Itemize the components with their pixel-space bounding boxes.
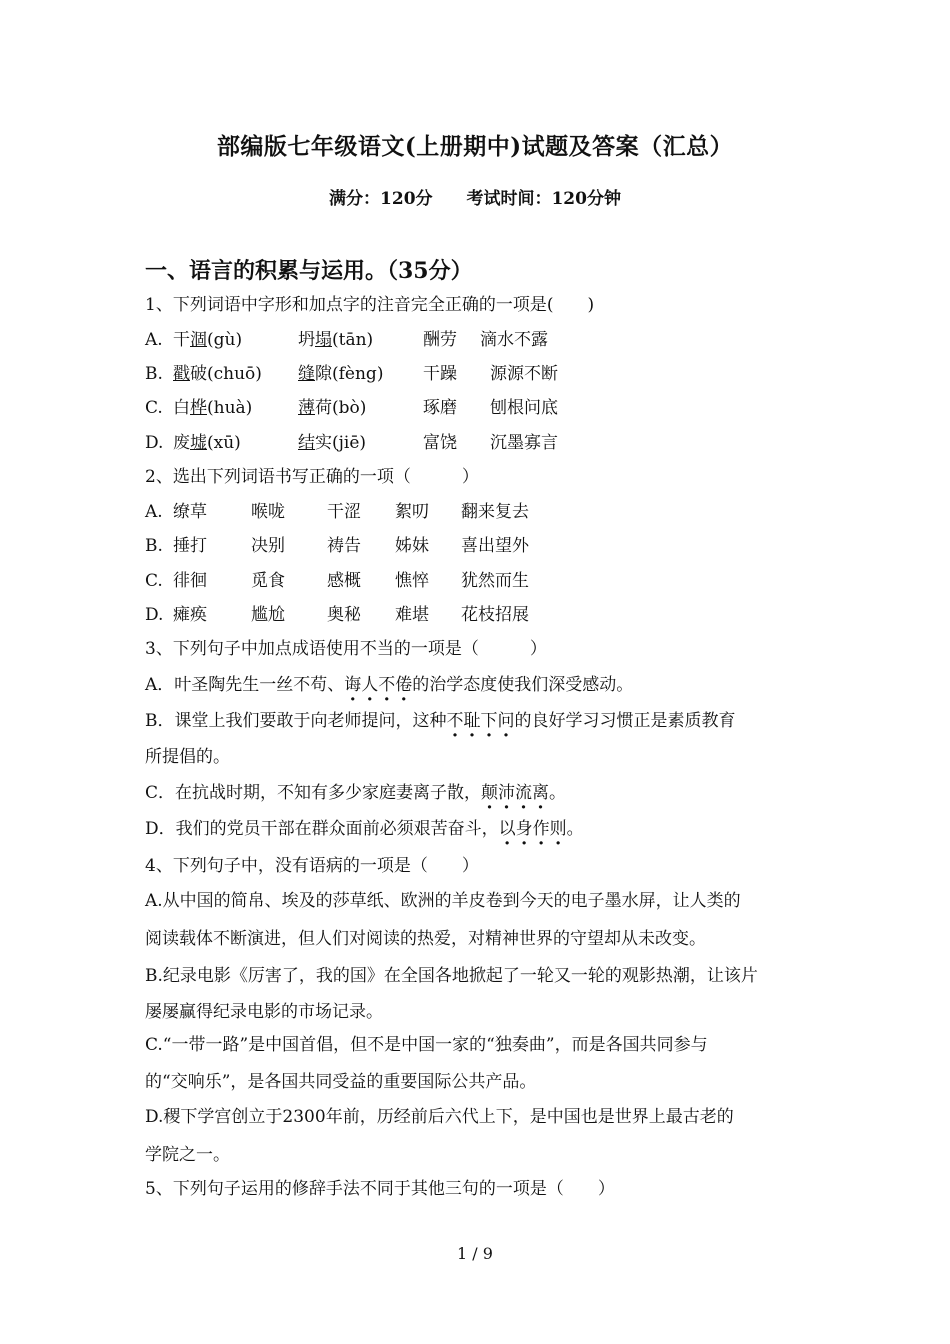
question-1-option-b bbox=[145, 362, 558, 386]
word: 徘徊 bbox=[173, 571, 207, 591]
text: 。 bbox=[549, 783, 567, 803]
pinyin: 隙(fèng) bbox=[315, 364, 384, 384]
question-1-stem: 1、下列词语中字形和加点字的注音完全正确的一项是( ) bbox=[145, 295, 595, 315]
section-heading: 一、语言的积累与运用。（35分） bbox=[145, 258, 473, 284]
dotted-idiom bbox=[447, 711, 515, 731]
question-5-stem: 5、下列句子运用的修辞手法不同于其他三句的一项是（ ） bbox=[145, 1179, 615, 1199]
text: 。 bbox=[566, 819, 584, 839]
underlined-char: 缝 bbox=[298, 364, 315, 384]
word: 琢磨 bbox=[423, 398, 457, 418]
dotted-char: 颠 bbox=[481, 783, 499, 803]
word: 祷告 bbox=[327, 536, 361, 556]
question-4-option-a-cont: 阅读载体不断演进，但人们对阅读的热爱，对精神世界的守望却从未改变。 bbox=[145, 929, 706, 949]
word: 白 bbox=[173, 398, 190, 418]
question-4-option-c-cont: 的“交响乐”，是各国共同受益的重要国际公共产品。 bbox=[145, 1072, 537, 1092]
underlined-char: 桦 bbox=[190, 398, 207, 418]
dotted-char: 以 bbox=[498, 819, 516, 839]
underlined-char: 涸 bbox=[190, 330, 207, 350]
question-2-option-d bbox=[145, 603, 529, 627]
word: 干躁 bbox=[423, 364, 457, 384]
word: 干 bbox=[173, 330, 190, 350]
dotted-idiom bbox=[499, 819, 567, 839]
option-label: D. bbox=[145, 433, 164, 453]
question-4-option-b-cont: 屡屡赢得纪录电影的市场记录。 bbox=[145, 1002, 383, 1022]
word: 酬劳 bbox=[423, 330, 457, 350]
text: 的良好学习习惯正是素质教育 bbox=[514, 711, 736, 731]
word: 喉咙 bbox=[251, 502, 285, 522]
dotted-char: 问 bbox=[497, 711, 515, 731]
dotted-char: 倦 bbox=[395, 675, 413, 695]
dotted-char: 离 bbox=[532, 783, 550, 803]
pinyin: (huà) bbox=[207, 398, 253, 418]
word: 奥秘 bbox=[327, 605, 361, 625]
question-3-stem: 3、下列句子中加点成语使用不当的一项是（ ） bbox=[145, 639, 547, 659]
question-4-option-c: C.“一带一路”是中国首倡，但不是中国一家的“独奏曲”，而是各国共同参与 bbox=[145, 1035, 708, 1055]
option-label: A. bbox=[145, 330, 163, 350]
page-number: 1 / 9 bbox=[457, 1244, 493, 1263]
question-4-option-b: B.纪录电影《厉害了，我的国》在全国各地掀起了一轮又一轮的观影热潮，让该片 bbox=[145, 966, 758, 986]
option-label: B. bbox=[145, 364, 163, 384]
option-label: C. bbox=[145, 398, 163, 418]
dotted-idiom bbox=[481, 783, 549, 803]
word: 滴水不露 bbox=[480, 330, 548, 350]
word: 姊妹 bbox=[395, 536, 429, 556]
pinyin: 荷(bò) bbox=[315, 398, 367, 418]
question-2-stem: 2、选出下列词语书写正确的一项（ ） bbox=[145, 467, 479, 487]
word: 缭草 bbox=[173, 502, 207, 522]
word: 干涩 bbox=[327, 502, 361, 522]
word: 坍 bbox=[298, 330, 315, 350]
pinyin: (gù) bbox=[207, 330, 243, 350]
exam-time: 考试时间：120分钟 bbox=[466, 189, 621, 209]
question-3-option-a bbox=[145, 673, 633, 697]
word: 絮叨 bbox=[395, 502, 429, 522]
question-3-option-b bbox=[145, 709, 736, 733]
word: 花枝招展 bbox=[461, 605, 529, 625]
full-score: 满分：120分 bbox=[329, 189, 433, 209]
word: 决别 bbox=[251, 536, 285, 556]
question-2-option-c bbox=[145, 569, 529, 593]
dotted-char: 不 bbox=[446, 711, 464, 731]
dotted-char: 流 bbox=[515, 783, 533, 803]
dotted-char: 则 bbox=[549, 819, 567, 839]
word: 觅食 bbox=[251, 571, 285, 591]
text: 的治学态度使我们深受感动。 bbox=[412, 675, 634, 695]
dotted-char: 不 bbox=[378, 675, 396, 695]
dotted-char: 耻 bbox=[463, 711, 481, 731]
word: 喜出望外 bbox=[461, 536, 529, 556]
text: D．我们的党员干部在群众面前必须艰苦奋斗， bbox=[145, 819, 499, 839]
word: 尴尬 bbox=[251, 605, 285, 625]
option-label: C. bbox=[145, 571, 163, 591]
pinyin: 实(jiē) bbox=[315, 433, 367, 453]
question-2-option-a bbox=[145, 500, 529, 524]
pinyin: (xū) bbox=[207, 433, 241, 453]
question-2-option-b bbox=[145, 534, 529, 558]
underlined-char: 戳 bbox=[173, 364, 190, 384]
word: 废 bbox=[173, 433, 190, 453]
text: C．在抗战时期，不知有多少家庭妻离子散， bbox=[145, 783, 482, 803]
text: A．叶圣陶先生一丝不苟、 bbox=[145, 675, 345, 695]
question-3-option-d bbox=[145, 817, 584, 841]
text: B．课堂上我们要敢于向老师提问，这种 bbox=[145, 711, 447, 731]
question-4-option-d-cont: 学院之一。 bbox=[145, 1145, 230, 1165]
pinyin: (tān) bbox=[332, 330, 374, 350]
dotted-idiom bbox=[344, 675, 412, 695]
document-title: 部编版七年级语文(上册期中)试题及答案（汇总） bbox=[216, 133, 734, 160]
option-label: D. bbox=[145, 605, 164, 625]
question-1-option-a bbox=[145, 328, 548, 352]
question-4-option-d: D.稷下学宫创立于2300年前，历经前后六代上下，是中国也是世界上最古老的 bbox=[145, 1107, 734, 1127]
word: 刨根问底 bbox=[490, 398, 558, 418]
word: 瘫痪 bbox=[173, 605, 207, 625]
exam-info bbox=[0, 184, 950, 209]
underlined-char: 结 bbox=[298, 433, 315, 453]
dotted-char: 沛 bbox=[498, 783, 516, 803]
dotted-char: 作 bbox=[532, 819, 550, 839]
option-label: B. bbox=[145, 536, 163, 556]
word: 翻来复去 bbox=[461, 502, 529, 522]
question-1-option-c bbox=[145, 396, 558, 420]
pinyin: 破(chuō) bbox=[190, 364, 262, 384]
question-3-option-c bbox=[145, 781, 566, 805]
word: 难堪 bbox=[395, 605, 429, 625]
word: 憔悴 bbox=[395, 571, 429, 591]
underlined-char: 墟 bbox=[190, 433, 207, 453]
word: 捶打 bbox=[173, 536, 207, 556]
word: 犹然而生 bbox=[461, 571, 529, 591]
underlined-char: 薄 bbox=[298, 398, 315, 418]
underlined-char: 塌 bbox=[315, 330, 332, 350]
word: 感概 bbox=[327, 571, 361, 591]
dotted-char: 人 bbox=[361, 675, 379, 695]
dotted-char: 下 bbox=[480, 711, 498, 731]
dotted-char: 诲 bbox=[344, 675, 362, 695]
option-label: A. bbox=[145, 502, 163, 522]
question-4-option-a: A.从中国的简帛、埃及的莎草纸、欧洲的羊皮卷到今天的电子墨水屏，让人类的 bbox=[145, 891, 741, 911]
word: 富饶 bbox=[423, 433, 457, 453]
question-1-option-d bbox=[145, 431, 558, 455]
word: 沉墨寡言 bbox=[490, 433, 558, 453]
word: 源源不断 bbox=[490, 364, 558, 384]
question-4-stem: 4、下列句子中，没有语病的一项是（ ） bbox=[145, 856, 479, 876]
question-3-option-b-cont: 所提倡的。 bbox=[145, 747, 230, 767]
dotted-char: 身 bbox=[515, 819, 533, 839]
